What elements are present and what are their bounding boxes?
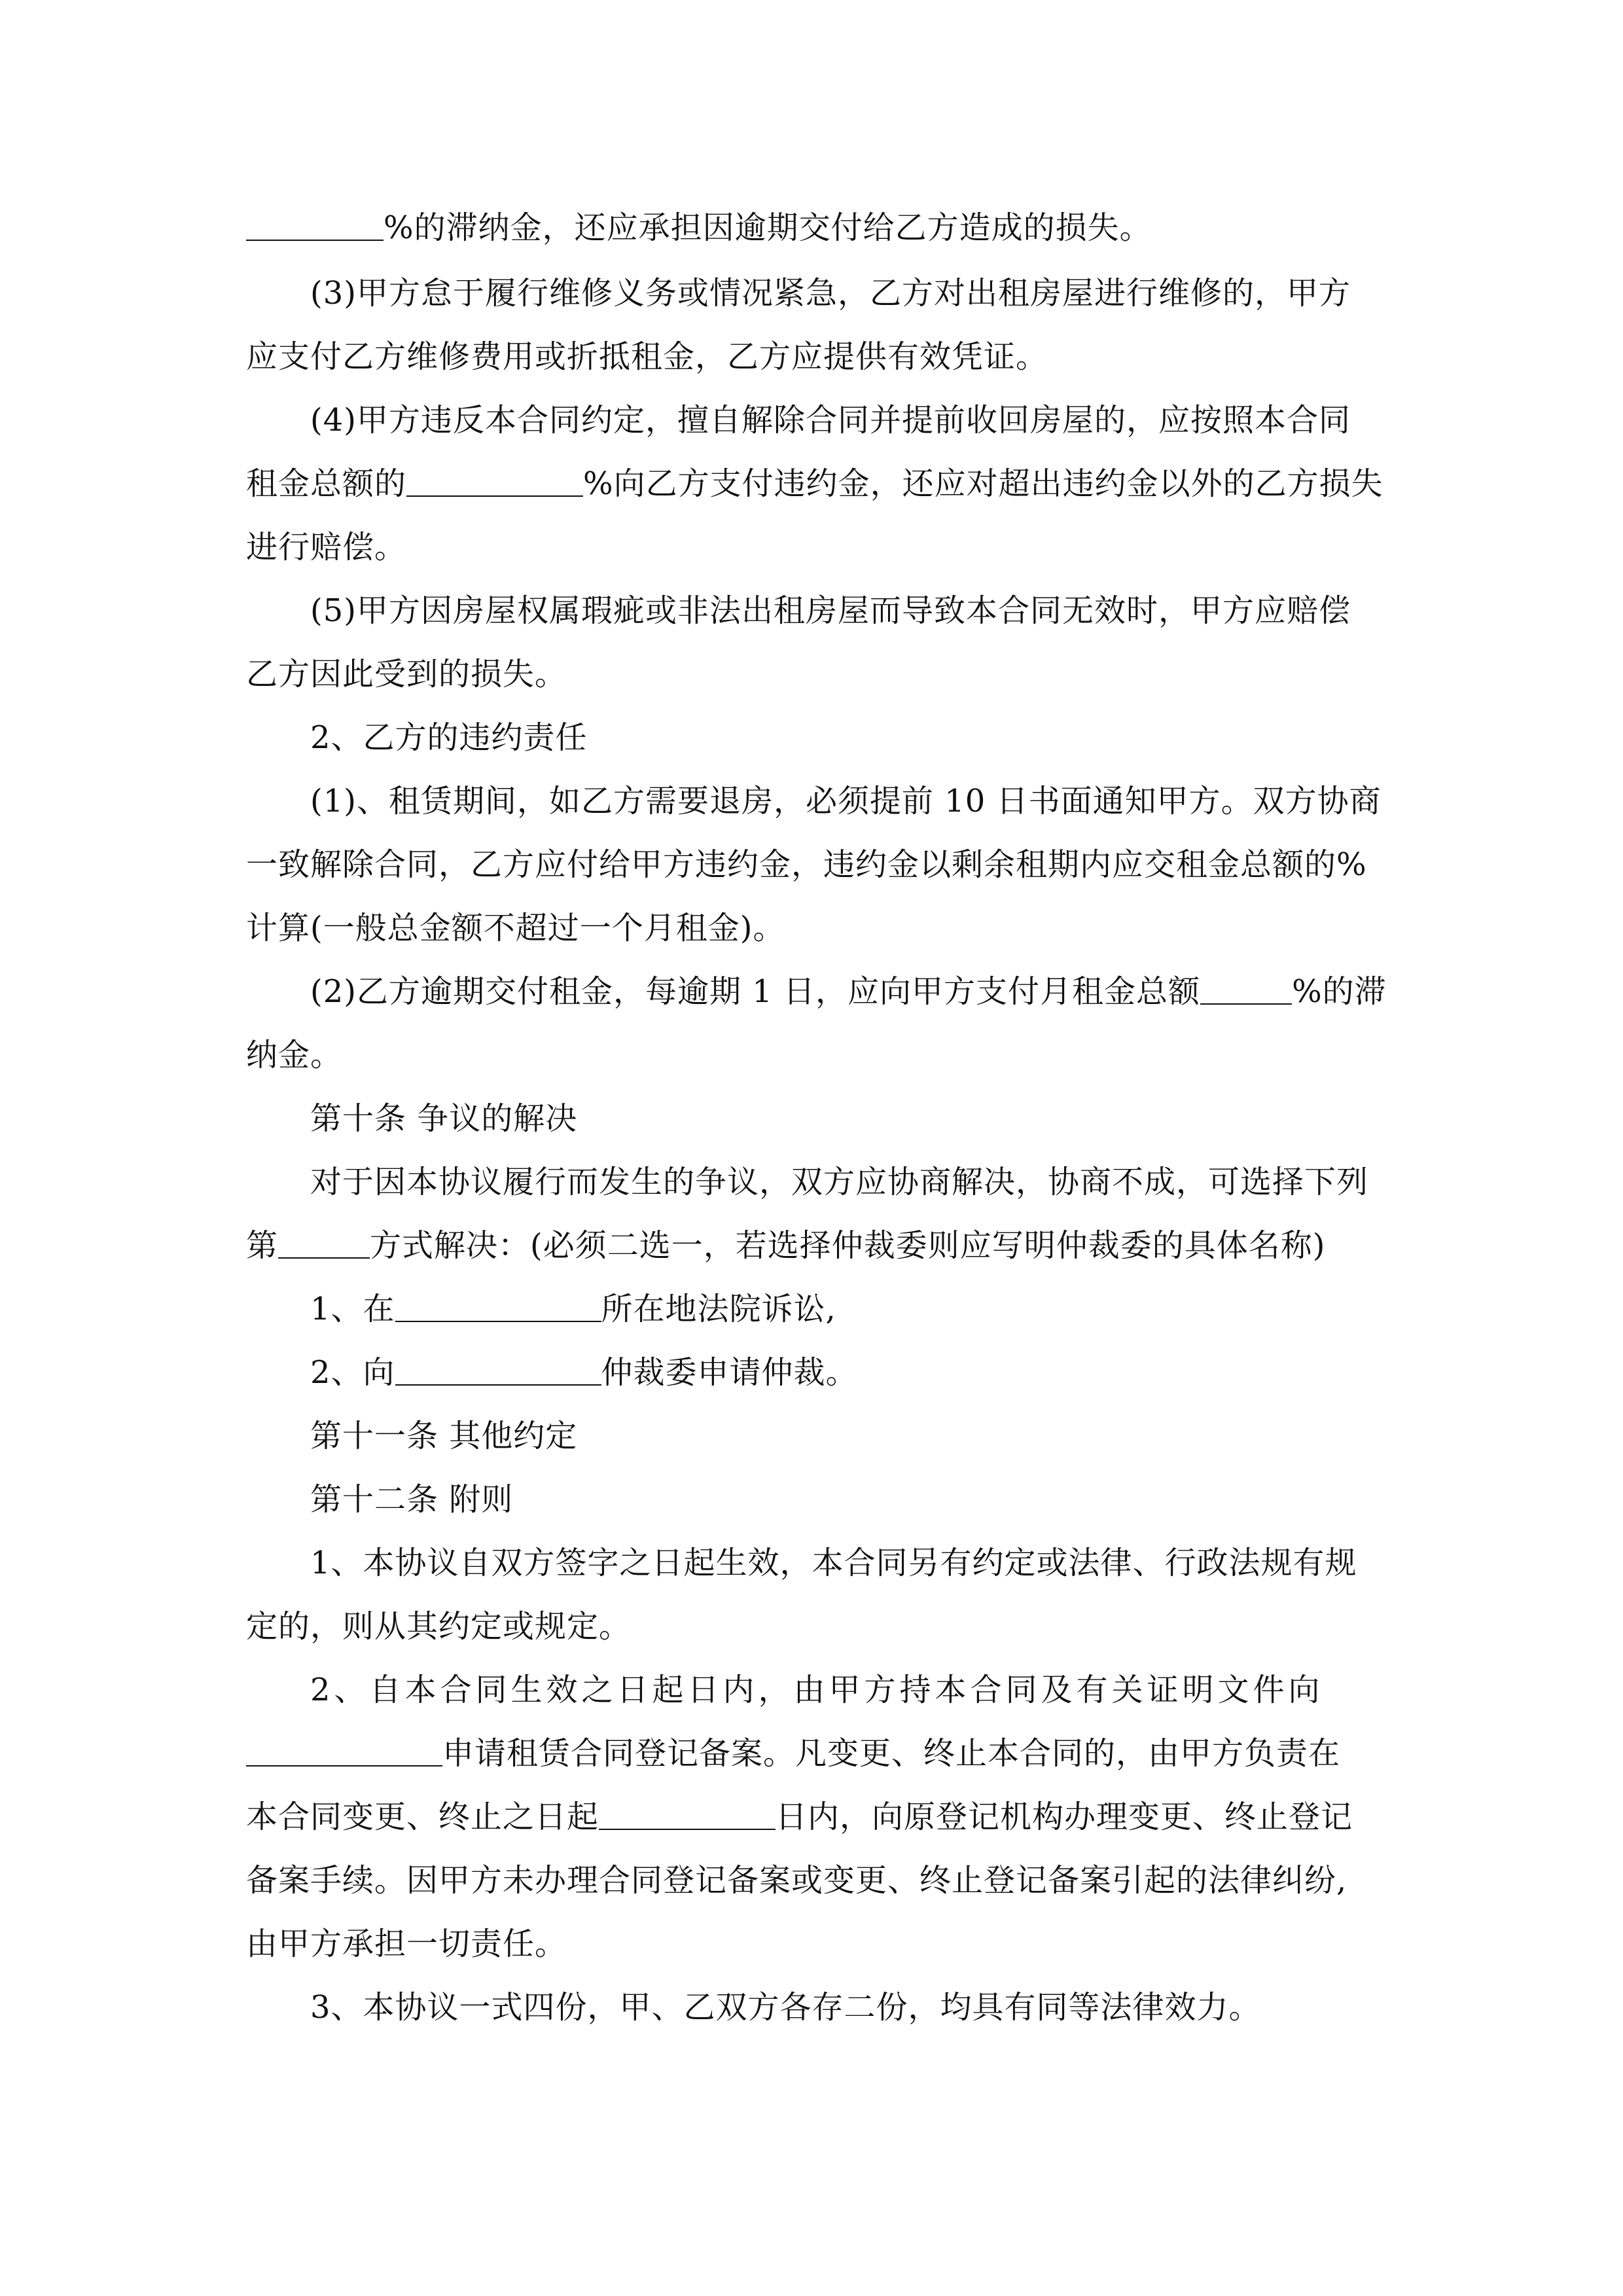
article-heading: 第十一条 其他约定 [310,1418,578,1454]
fill-in-blank [599,1797,776,1830]
text-line-1: %的滞纳金，还应承担因逾期交付给乙方造成的损失。 [246,208,1152,247]
text-line-3: 应支付乙方维修费用或折抵租金，乙方应提供有效凭证。 [246,338,1048,375]
text-line-22: 1、本协议自双方签字之日起生效，本合同另有约定或法律、行政法规有规 [310,1545,1357,1581]
text-line-23: 定的，则从其约定或规定。 [246,1608,632,1645]
text-line-13: (2)乙方逾期交付租金，每逾期 1 日，应向甲方支付月租金总额 %的滞 [310,973,1387,1010]
article-heading: 第十二条 附则 [310,1481,514,1518]
text-line-2: (3)甲方怠于履行维修义务或情况紧急，乙方对出租房屋进行维修的，甲方 [310,275,1351,312]
text-line-25: 申请租赁合同登记备案。凡变更、终止本合同的，由甲方负责在 [246,1734,1340,1773]
text-line-17: 第 方式解决：(必须二选一，若选择仲裁委则应写明仲裁委的具体名称) [246,1227,1326,1264]
text-line-7: (5)甲方因房屋权属瑕疵或非法出租房屋而导致本合同无效时，甲方应赔偿 [310,592,1351,629]
fill-in-blank [406,464,583,497]
text-line-16: 对于因本协议履行而发生的争议，双方应协商解决，协商不成，可选择下列 [310,1164,1369,1200]
text-line-26: 本合同变更、终止之日起 日内，向原登记机构办理变更、终止登记 [246,1799,1353,1835]
text-line-6: 进行赔偿。 [246,529,407,565]
article-heading: 第十条 争议的解决 [310,1100,578,1137]
fill-in-blank [1200,972,1292,1005]
text-line-10: (1)、租赁期间，如乙方需要退房，必须提前 10 日书面通知甲方。双方协商 [310,783,1382,819]
text-line-18: 1、在 所在地法院诉讼, [310,1291,836,1327]
text-line-8: 乙方因此受到的损失。 [246,656,567,692]
text-line-19: 2、向 仲裁委申请仲裁。 [310,1354,858,1391]
fill-in-blank [395,1289,601,1322]
text-line-14: 纳金。 [246,1037,343,1073]
text-line-27: 备案手续。因甲方未办理合同登记备案或变更、终止登记备案引起的法律纠纷, [246,1862,1347,1899]
text-line-5: 租金总额的 %向乙方支付违约金，还应对超出违约金以外的乙方损失 [246,465,1383,502]
text-line-24: 2、自本合同生效之日起日内，由甲方持本合同及有关证明文件向 [310,1672,1324,1708]
text-line-28: 由甲方承担一切责任。 [246,1926,567,1962]
text-line-12: 计算(一般总金额不超过一个月租金)。 [246,910,785,946]
text-line-29: 3、本协议一式四份，甲、乙双方各存二份，均具有同等法律效力。 [310,1989,1261,2026]
section-heading: 2、乙方的违约责任 [310,719,588,756]
text-line-4: (4)甲方违反本合同约定，擅自解除合同并提前收回房屋的，应按照本合同 [310,402,1351,439]
fill-in-blank [246,208,383,241]
fill-in-blank [395,1353,601,1386]
fill-in-blank [278,1226,370,1259]
text-line-11: 一致解除合同，乙方应付给甲方违约金，违约金以剩余租期内应交租金总额的% [246,846,1367,883]
fill-in-blank [246,1734,442,1767]
